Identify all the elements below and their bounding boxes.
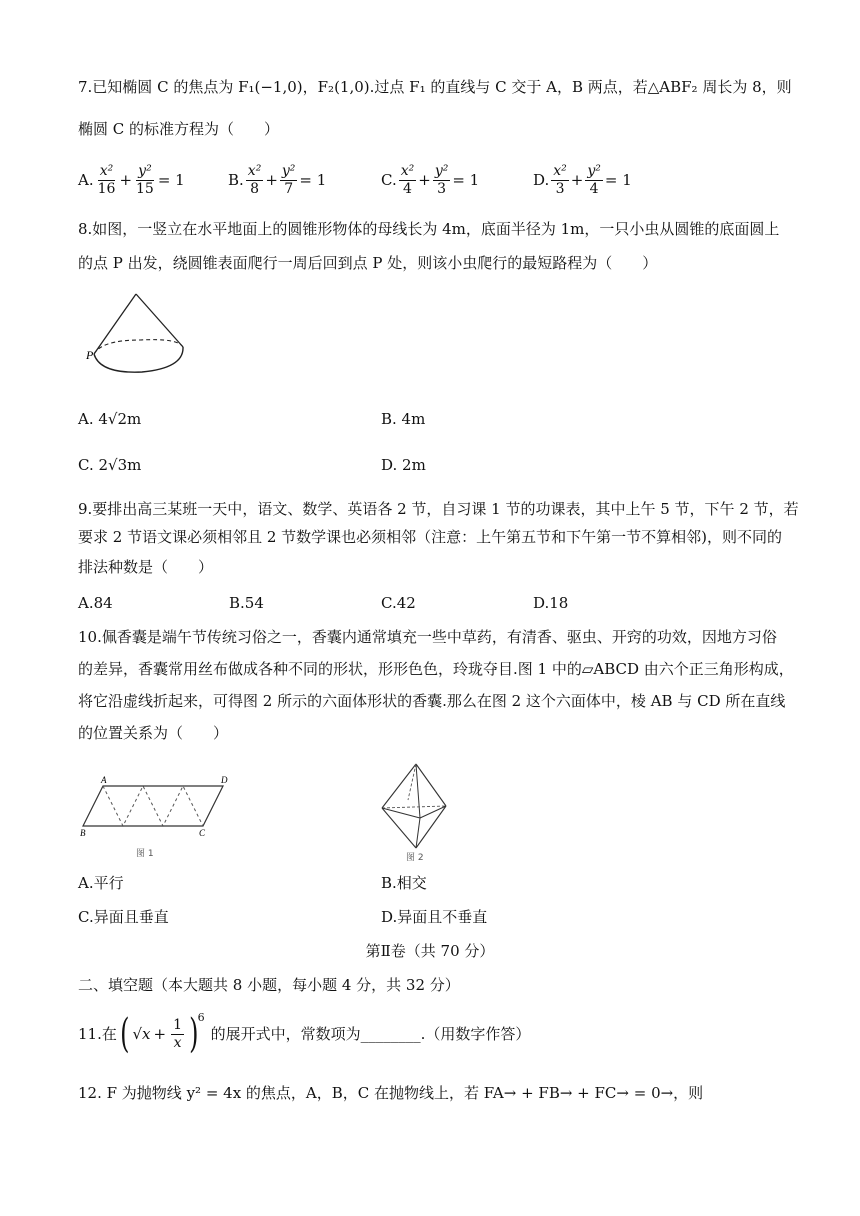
fraction: [585, 163, 603, 198]
option-label: B.: [228, 171, 244, 189]
q7-options: [78, 160, 778, 200]
vertex-c-label: C: [199, 828, 206, 838]
denominator: 4: [403, 180, 412, 197]
option-label: A.: [78, 171, 94, 189]
plus-sign: +: [570, 171, 584, 189]
q10-line4: 的位置关系为（ ）: [78, 724, 229, 742]
q7-line2: 椭圆 C 的标准方程为（ ）: [78, 120, 280, 138]
figure-1-caption: 图 1: [136, 849, 154, 859]
section-title: 第Ⅱ卷（共 70 分）: [365, 942, 495, 960]
numerator: x²: [99, 162, 114, 179]
equation-rhs: = 1: [452, 171, 480, 189]
equation-rhs: = 1: [299, 171, 327, 189]
numerator: x²: [247, 162, 262, 179]
denominator: x: [173, 1034, 182, 1051]
denominator: 3: [555, 180, 565, 197]
option-label: C.: [381, 171, 397, 189]
q7-option-c[interactable]: [381, 160, 479, 200]
figure-1-parallelogram: [78, 776, 238, 862]
q10-line2: 的差异，香囊常用丝布做成各种不同的形状，形形色色，玲珑夺目.图 1 中的▱ABCD 由六个正三角形构成，: [78, 660, 794, 678]
vertex-d-label: D: [221, 776, 228, 785]
denominator: 8: [250, 180, 260, 197]
figure-2-caption: 图 2: [406, 853, 424, 862]
q10-option-d[interactable]: D.异面且不垂直: [381, 908, 488, 926]
q8-option-b[interactable]: B. 4m: [381, 410, 426, 428]
vertex-a-label: A: [101, 776, 107, 785]
numerator: y²: [434, 162, 449, 179]
exponent: 6: [197, 1011, 205, 1024]
left-paren: (: [119, 1011, 130, 1057]
equation-rhs: = 1: [157, 171, 185, 189]
numerator: y²: [138, 162, 152, 179]
figure-2-hexahedron: [378, 762, 458, 862]
denominator: 7: [284, 180, 294, 197]
q9-option-a[interactable]: A.84: [78, 594, 113, 612]
plus-sign: +: [418, 171, 431, 189]
fraction: [551, 163, 569, 198]
q9-option-c[interactable]: C.42: [381, 594, 416, 612]
q7-line1: 7.已知椭圆 C 的焦点为 F₁(−1,0)，F₂(1,0).过点 F₁ 的直线与 C 交于 A，B 两点，若△ABF₂ 周长为 8，则: [78, 78, 792, 96]
numerator: 1: [173, 1016, 182, 1033]
fraction: [246, 163, 264, 198]
plus-sign: +: [153, 1025, 167, 1043]
q9-option-b[interactable]: B.54: [229, 594, 264, 612]
q10-option-a[interactable]: A.平行: [78, 874, 124, 892]
plus-sign: +: [265, 171, 278, 189]
q11-suffix: 的展开式中，常数项为________.（用数字作答）: [210, 1025, 531, 1043]
q7-option-d[interactable]: [533, 160, 632, 200]
numerator: x²: [553, 162, 567, 179]
section-heading: 二、填空题（本大题共 8 小题，每小题 4 分，共 32 分）: [78, 976, 460, 994]
option-label: D.: [533, 171, 550, 189]
cone-figure: [80, 292, 200, 382]
q7-option-a[interactable]: [78, 160, 185, 200]
denominator: 4: [589, 180, 599, 197]
fraction: [96, 163, 118, 198]
q9-line1: 9.要排出高三某班一天中，语文、数学、英语各 2 节，自习课 1 节的功课表，其中上午 5 节，下午 2 节，若: [78, 500, 799, 518]
denominator: 15: [136, 180, 154, 197]
numerator: y²: [587, 162, 601, 179]
vertex-b-label: B: [80, 828, 86, 838]
q7-option-b[interactable]: [228, 160, 326, 200]
q8-line2: 的点 P 出发，绕圆锥表面爬行一周后回到点 P 处，则该小虫爬行的最短路程为（ ）: [78, 254, 658, 272]
fraction: [433, 163, 451, 198]
numerator: x²: [400, 162, 415, 179]
q8-option-c[interactable]: C. 2√3m: [78, 456, 142, 474]
fraction: [280, 163, 298, 198]
denominator: 3: [437, 180, 447, 197]
q10-line3: 将它沿虚线折起来，可得图 2 所示的六面体形状的香囊.那么在图 2 这个六面体中，棱 AB 与 CD 所在直线: [78, 692, 786, 710]
q8-line1: 8.如图，一竖立在水平地面上的圆锥形物体的母线长为 4m，底面半径为 1m，一只小虫从圆锥的底面圆上: [78, 220, 780, 238]
q9-line2: 要求 2 节语文课必须相邻且 2 节数学课也必须相邻（注意：上午第五节和下午第一节不算相邻)，则不同的: [78, 528, 783, 546]
q10-line1: 10.佩香囊是端午节传统习俗之一，香囊内通常填充一些中草药，有清香、驱虫、开窍的功效，因地方习俗: [78, 628, 777, 646]
q8-option-a[interactable]: A. 4√2m: [78, 410, 142, 428]
q10-option-b[interactable]: B.相交: [381, 874, 427, 892]
q12-line1: 12. F 为抛物线 y² = 4x 的焦点，A，B，C 在抛物线上，若 FA→ + FB→ + FC→ = 0→，则: [78, 1084, 704, 1102]
point-p-label: P: [86, 348, 94, 362]
fraction: [171, 1017, 184, 1052]
denominator: 16: [97, 180, 116, 197]
sqrt-x: √x: [132, 1025, 151, 1043]
q8-option-d[interactable]: D. 2m: [381, 456, 426, 474]
numerator: y²: [281, 162, 296, 179]
fraction: [134, 163, 156, 198]
plus-sign: +: [119, 171, 133, 189]
q9-option-d[interactable]: D.18: [533, 594, 569, 612]
right-paren: ): [189, 1011, 199, 1057]
equation-rhs: = 1: [604, 171, 632, 189]
q11-prefix: 11.在: [78, 1025, 117, 1043]
fraction: [399, 163, 417, 198]
q11-line: [78, 1010, 788, 1058]
q10-option-c[interactable]: C.异面且垂直: [78, 908, 169, 926]
q9-line3: 排法种数是（ ）: [78, 558, 214, 576]
